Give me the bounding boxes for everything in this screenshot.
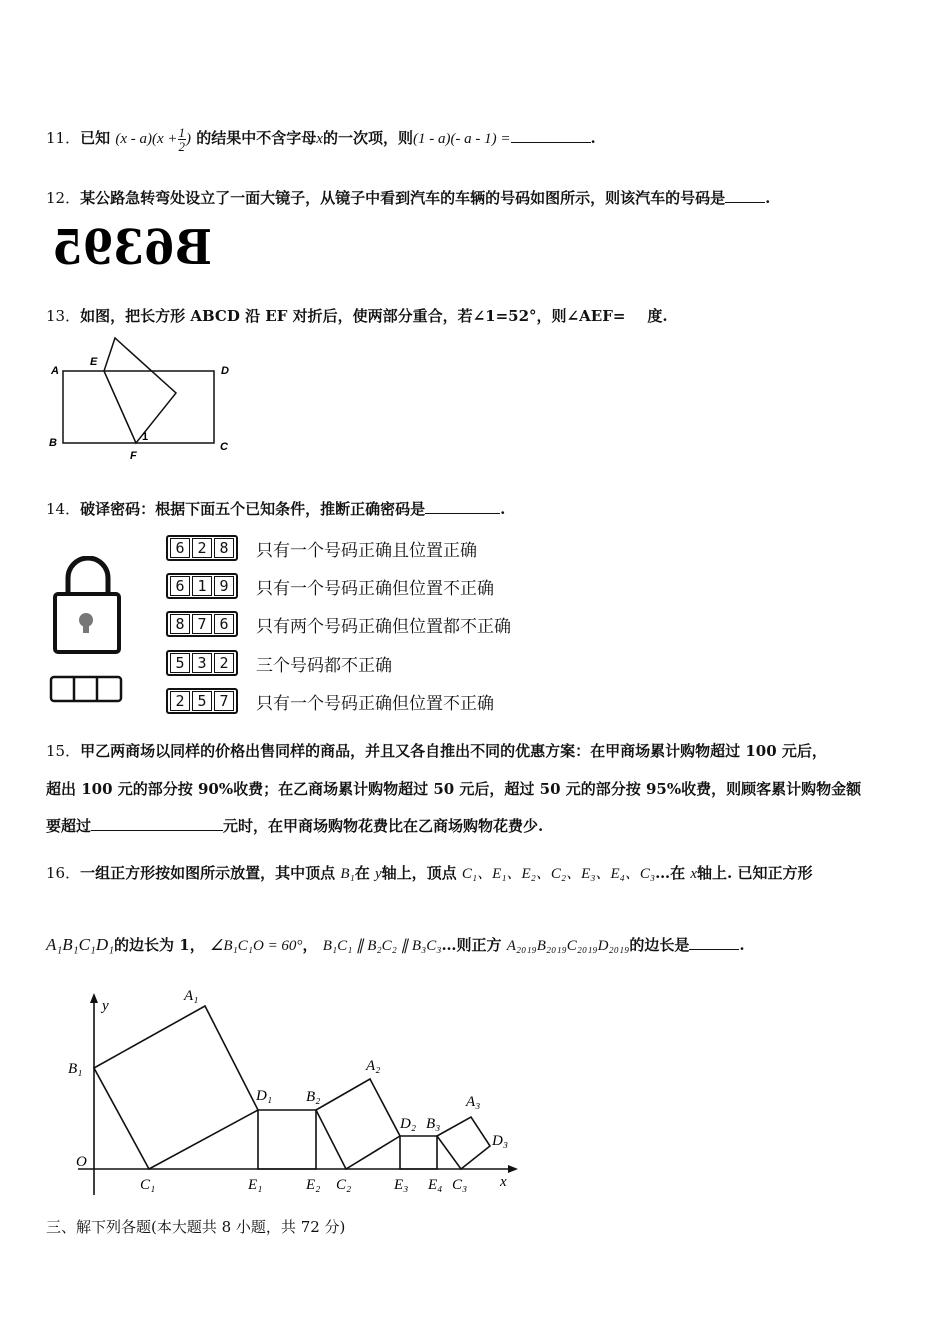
mirrored-plate: [44, 218, 214, 272]
clue-4: 5 3 2 三个号码都不正确: [166, 650, 392, 676]
plate-text: B6395: [52, 220, 212, 272]
clue-2: 6 1 9 只有一个号码正确但位置不正确: [166, 573, 494, 599]
clue-5: 2 5 7 只有一个号码正确但位置不正确: [166, 688, 494, 714]
question-15-line-2: 超出 100 元的部分按 90%收费；在乙商场累计购物超过 50 元后，超过 50 元的部分按 95%收费，则顾客累计购物金额: [46, 780, 862, 798]
svg-text:C₁: C₁: [140, 1177, 156, 1193]
question-number: 11．: [46, 128, 81, 147]
svg-text:B₂: B₂: [306, 1089, 321, 1105]
rect-1: [258, 1110, 316, 1169]
section-3-heading: 三、解下列各题(本大题共 8 小题，共 72 分): [46, 1218, 346, 1236]
svg-text:E₄: E₄: [428, 1177, 443, 1193]
svg-text:B: B: [49, 437, 57, 449]
svg-text:1: 1: [142, 431, 149, 443]
question-12: 12．某公路急转弯处设立了一面大镜子，从镜子中看到汽车的车辆的号码如图所示，则该汽车的号码是 .: [46, 189, 771, 207]
svg-text:A₂: A₂: [366, 1058, 381, 1074]
svg-text:A: A: [51, 365, 59, 377]
clue-1: 6 2 8 只有一个号码正确且位置正确: [166, 535, 477, 561]
question-13: 13．如图，把长方形 ABCD 沿 EF 对折后，使两部分重合，若∠1=52°，则∠AEF= 度.: [46, 307, 668, 325]
svg-text:F: F: [130, 450, 137, 462]
svg-text:x: x: [500, 1174, 507, 1190]
svg-text:C: C: [220, 441, 228, 453]
svg-text:C₂: C₂: [336, 1177, 352, 1193]
svg-text:E₂: E₂: [306, 1177, 321, 1193]
question-16-line-1: 16．一组正方形按如图所示放置，其中顶点 B₁在 y轴上，顶点 C₁、E₁、E₂、C₂、E₃、E₄、C₃…在 x轴上. 已知正方形: [46, 864, 813, 882]
clue-3: 8 7 6 只有两个号码正确但位置都不正确: [166, 611, 511, 637]
answer-blank[interactable]: [725, 202, 765, 203]
svg-text:E₁: E₁: [248, 1177, 263, 1193]
question-15-line-3: 要超过 元时，在甲商场购物花费比在乙商场购物花费少.: [46, 817, 544, 835]
rectangle-abcd: [63, 371, 214, 443]
svg-text:D: D: [221, 365, 229, 377]
svg-text:A₁: A₁: [184, 988, 199, 1004]
question-11: 11．已知 (x - a)(x + $\frac{1}{2}$ ) 的结果中不含字母x的一次项，则(1 - a)(- a - 1) = .: [46, 125, 596, 154]
fold-flap: [104, 338, 176, 443]
folded-rectangle-figure: [44, 332, 244, 464]
answer-blank[interactable]: [91, 830, 223, 831]
svg-text:C₃: C₃: [452, 1177, 468, 1193]
svg-text:O: O: [76, 1154, 87, 1170]
svg-text:D₂: D₂: [400, 1116, 417, 1132]
question-14: 14．破译密码：根据下面五个已知条件，推断正确密码是 .: [46, 500, 506, 518]
question-15-line-1: 15．甲乙两商场以同样的价格出售同样的商品，并且又各自推出不同的优惠方案：在甲商场累计购物超过 100 元后，: [46, 742, 827, 760]
svg-text:A₃: A₃: [466, 1094, 481, 1110]
question-16-line-2: A₁B₁C₁D₁的边长为 1， ∠B₁C₁O = 60°， B₁C₁ ∥ B₂C₂ ∥ B₃C₃…则正方 A₂₀₁₉B₂₀₁₉C₂₀₁₉D₂₀₁₉的边长是 .: [46, 935, 745, 954]
square-1: [94, 1006, 258, 1169]
answer-blank[interactable]: [425, 513, 500, 514]
answer-blank[interactable]: [511, 142, 591, 143]
expression: (x - a)(x + $\frac{1}{2}$ ): [115, 125, 192, 154]
answer-blank[interactable]: [689, 949, 739, 950]
expression-2: (1 - a)(- a - 1) =: [412, 130, 511, 147]
code-slots: [51, 677, 121, 701]
squares-figure: [60, 983, 530, 1205]
rect-2: [400, 1136, 437, 1169]
svg-text:D₃: D₃: [492, 1133, 509, 1149]
svg-text:B₁: B₁: [68, 1061, 83, 1077]
square-3: [437, 1117, 490, 1169]
svg-text:D₁: D₁: [256, 1088, 273, 1104]
fold-line: [104, 371, 136, 443]
svg-text:B₃: B₃: [426, 1116, 441, 1132]
padlock-icon: [48, 556, 128, 706]
svg-text:E: E: [90, 356, 98, 368]
svg-text:E₃: E₃: [394, 1177, 409, 1193]
square-2: [316, 1079, 400, 1169]
svg-text:y: y: [102, 998, 109, 1014]
